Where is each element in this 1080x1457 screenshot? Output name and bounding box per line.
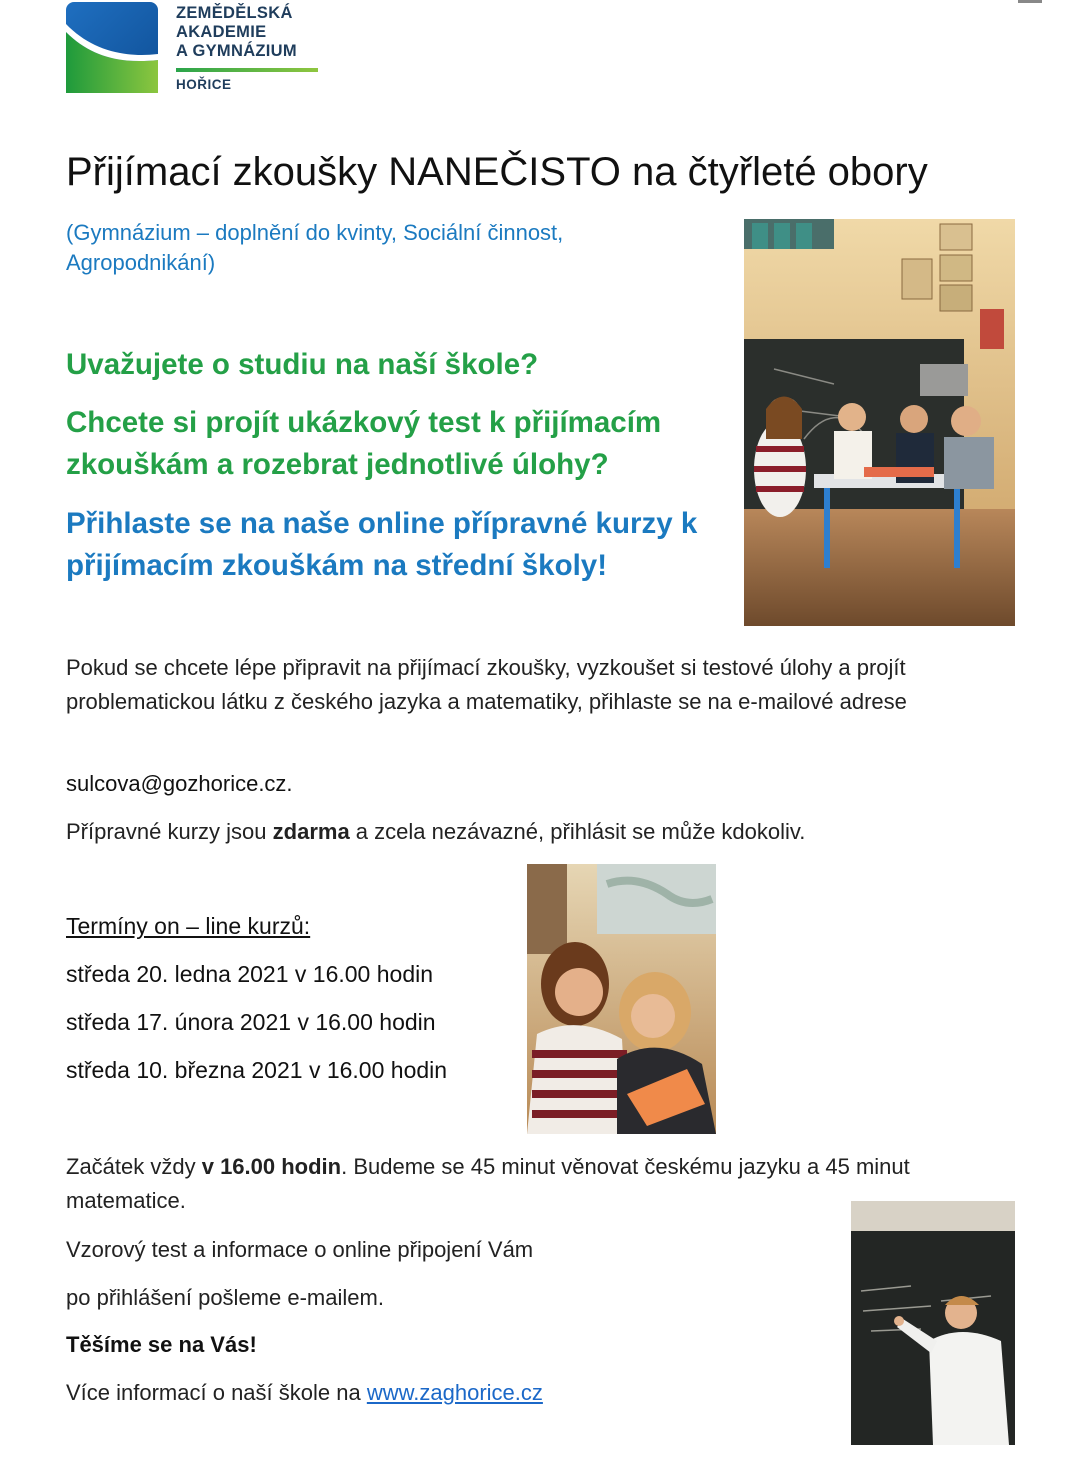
free-pre: Přípravné kurzy jsou <box>66 819 273 844</box>
question-study: Uvažujete o studiu na naší škole? <box>66 348 539 381</box>
start-post: . Budeme se 45 minut věnovat českému jazyku a 45 minut matematice. <box>66 1154 910 1213</box>
logo-city: HOŘICE <box>176 77 232 92</box>
corner-mark <box>1018 0 1042 3</box>
term-date-2: středa 17. února 2021 v 16.00 hodin <box>66 1009 436 1035</box>
greeting: Těšíme se na Vás! <box>66 1332 257 1357</box>
logo-divider <box>176 68 318 72</box>
free-post: a zcela nezávazné, přihlásit se může kdokoliv. <box>349 819 806 844</box>
intro-paragraph: Pokud se chcete lépe připravit na přijímací zkoušky, vyzkoušet si testové úlohy a projít problematickou látku z českého jazyka a matematiky, přihlaste se na e-mailové adrese <box>66 655 907 714</box>
term-date-3: středa 10. března 2021 v 16.00 hodin <box>66 1057 448 1083</box>
call-to-action: Přihlaste se na naše online přípravné kurzy k přijímacím zkouškám na střední školy! <box>66 507 698 582</box>
logo-text <box>176 4 297 61</box>
logo-line-1: ZEMĚDĚLSKÁ <box>176 4 293 22</box>
sample-test-line-1: Vzorový test a informace o online připojení Vám <box>66 1237 534 1262</box>
contact-email[interactable]: sulcova@gozhorice.cz. <box>66 771 293 796</box>
students-reading-photo <box>527 864 716 1134</box>
classroom-photo <box>744 219 1015 626</box>
student-blackboard-photo <box>851 1201 1015 1445</box>
logo-line-2: AKADEMIE <box>176 23 267 41</box>
page-title: Přijímací zkoušky NANEČISTO na čtyřleté obory <box>66 150 928 194</box>
question-sample-test: Chcete si projít ukázkový test k přijímacím zkouškám a rozebrat jednotlivé úlohy? <box>66 406 662 481</box>
more-info-pre: Více informací o naší škole na <box>66 1380 367 1405</box>
school-logo-icon <box>66 2 158 93</box>
start-pre: Začátek vždy <box>66 1154 202 1179</box>
start-bold: v 16.00 hodin <box>201 1154 342 1179</box>
logo-line-3: A GYMNÁZIUM <box>176 42 297 60</box>
terms-heading: Termíny on – line kurzů: <box>66 913 311 939</box>
subtitle: (Gymnázium – doplnění do kvinty, Sociální činnost, Agropodnikání) <box>66 220 564 275</box>
more-info-line <box>66 1376 966 1410</box>
free-course-paragraph <box>66 815 966 849</box>
term-date-1: středa 20. ledna 2021 v 16.00 hodin <box>66 961 434 987</box>
school-website-link[interactable]: www.zaghorice.cz <box>366 1380 543 1405</box>
free-bold: zdarma <box>272 819 350 844</box>
sample-test-line-2: po přihlášení pošleme e-mailem. <box>66 1285 384 1310</box>
start-time-paragraph <box>66 1150 986 1218</box>
